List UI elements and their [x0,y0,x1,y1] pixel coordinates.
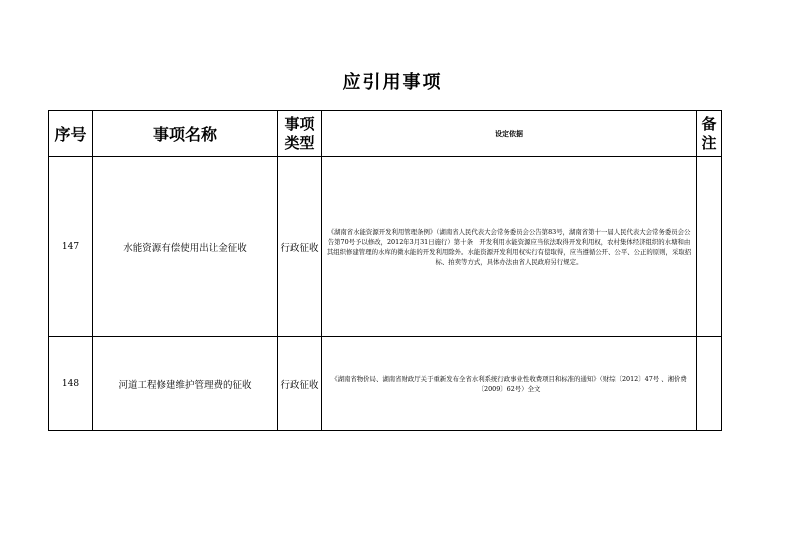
row-seq: 148 [49,337,93,431]
items-table [48,110,722,431]
table-row [49,157,722,337]
header-seq: 序号 [49,111,93,157]
row-note [697,157,722,337]
row-name: 河道工程修建维护管理费的征收 [93,337,278,431]
page-title: 应引用事项 [342,72,443,93]
row-name: 水能资源有偿使用出让金征收 [93,157,278,337]
header-note [697,111,722,157]
row-seq: 147 [49,157,93,337]
header-type [278,111,322,157]
header-note-line1: 备 [701,114,717,133]
header-note-line2: 注 [701,133,717,152]
row-type: 行政征收 [278,337,322,431]
row-basis: 《湖南省物价局、湖南省财政厅关于重新发布全省水利系统行政事业性收费项目和标准的通知》（财综〔2012〕47号 、湘价费〔2009〕62号）全文 [322,337,697,431]
row-basis: 《湖南省水能资源开发利用管理条例》（湖南省人民代表大会常务委员会公告第83号，湖南省第十一届人民代表大会常务委员会公告第70号予以修改，2012年3月31日施行）第十条 开发利用水能资源应当依法取得开发利用权，农村集体经济组织的水塘和由其组织修建管理的水库的微水能的开发利用除外。水能资源开发利用权实行有偿取得，应当遵循公开、公平、公正的原则，采取招标、拍卖等方式，具体办法由省人民政府另行规定。 [322,157,697,337]
row-note [697,337,722,431]
header-basis: 设定依据 [322,111,697,157]
row-type: 行政征收 [278,157,322,337]
header-type-line2: 类型 [284,133,315,152]
header-type-line1: 事项 [284,114,315,133]
table-row [49,337,722,431]
table-header-row [49,111,722,157]
header-name: 事项名称 [93,111,278,157]
